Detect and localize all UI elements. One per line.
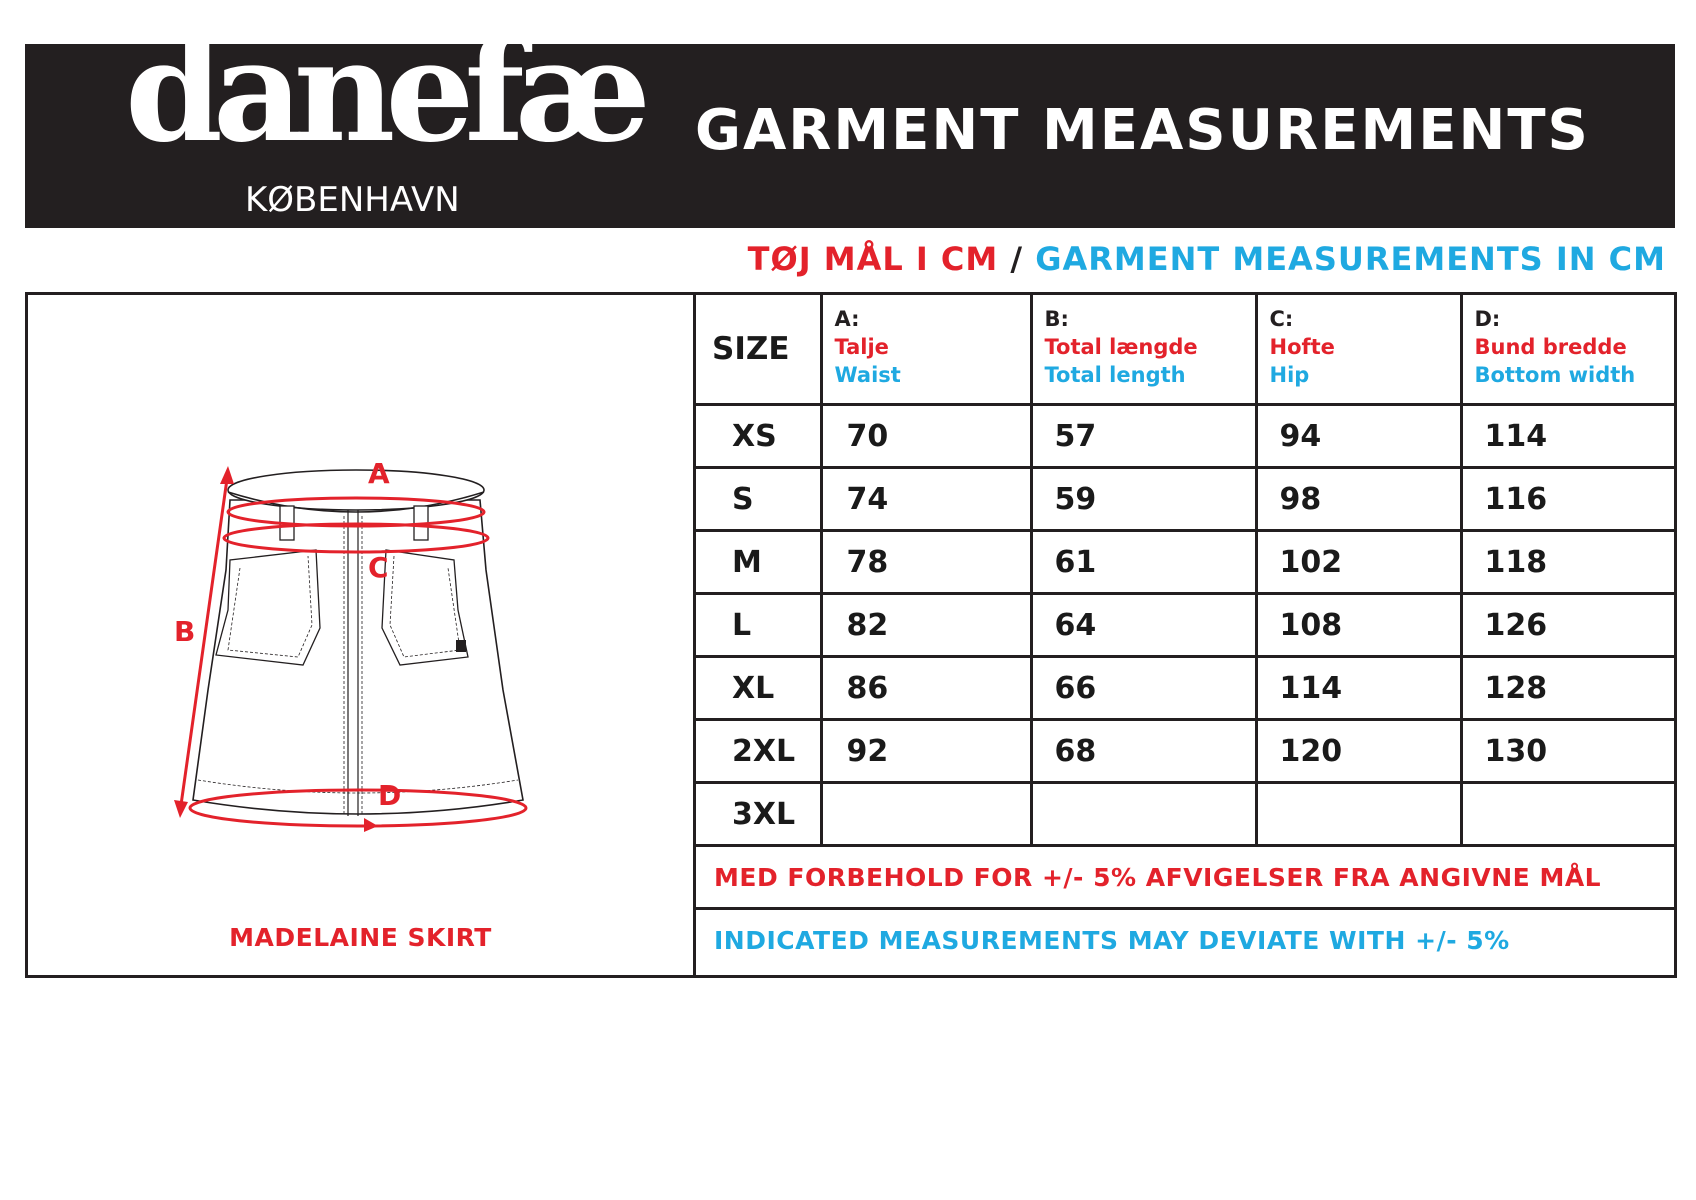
column-code: D: [1474,307,1501,331]
column-header [1256,295,1461,405]
value-cell: 68 [1031,720,1256,783]
column-code: B: [1044,307,1069,331]
value-cell: 94 [1256,405,1461,468]
table-row [696,783,1674,846]
value-cell: 74 [821,468,1031,531]
subtitle-danish: TØJ MÅL I CM [747,240,999,278]
value-cell: 108 [1256,594,1461,657]
table-row [696,405,1674,468]
header-banner [25,10,1675,228]
value-cell: 57 [1031,405,1256,468]
column-english: Hip [1269,363,1310,387]
value-cell: 116 [1461,468,1674,531]
note-row-english [696,909,1674,971]
value-cell: 114 [1461,405,1674,468]
column-english: Bottom width [1474,363,1636,387]
column-header [1461,295,1674,405]
size-cell: S [696,468,821,531]
brand-logo [125,10,642,222]
value-cell: 78 [821,531,1031,594]
subtitle-separator: / [1010,240,1024,278]
value-cell [1461,783,1674,846]
column-code: C: [1269,307,1294,331]
label-d: D [378,779,402,812]
value-cell: 82 [821,594,1031,657]
table-row [696,720,1674,783]
label-c: C [368,551,389,584]
size-cell: 3XL [696,783,821,846]
value-cell: 98 [1256,468,1461,531]
table-row [696,657,1674,720]
size-header: SIZE [696,295,821,405]
measurement-frame [25,292,1677,978]
value-cell: 61 [1031,531,1256,594]
value-cell: 70 [821,405,1031,468]
size-cell: XL [696,657,821,720]
value-cell: 130 [1461,720,1674,783]
table-header-row [696,295,1674,405]
column-header [1031,295,1256,405]
diagram-panel [28,295,696,975]
size-cell: 2XL [696,720,821,783]
table-row [696,594,1674,657]
value-cell: 126 [1461,594,1674,657]
measurements-table [696,295,1674,970]
value-cell: 128 [1461,657,1674,720]
column-danish: Bund bredde [1474,335,1627,359]
column-danish: Hofte [1269,335,1335,359]
column-danish: Talje [834,335,889,359]
value-cell: 120 [1256,720,1461,783]
value-cell: 114 [1256,657,1461,720]
value-cell: 86 [821,657,1031,720]
note-danish: MED FORBEHOLD FOR +/- 5% AFVIGELSER FRA ANGIVNE MÅL [696,846,1674,909]
value-cell [821,783,1031,846]
column-header [821,295,1031,405]
value-cell: 102 [1256,531,1461,594]
label-a: A [368,457,390,490]
value-cell [1031,783,1256,846]
column-english: Waist [834,363,901,387]
column-danish: Total længde [1044,335,1198,359]
brand-wordmark: danefæ [125,10,642,174]
column-code: A: [834,307,860,331]
table-row [696,468,1674,531]
table-row [696,531,1674,594]
label-b: B [174,615,196,648]
garment-name: MADELAINE SKIRT [229,923,492,952]
size-cell: XS [696,405,821,468]
note-english: INDICATED MEASUREMENTS MAY DEVIATE WITH +/- 5% [696,909,1674,971]
skirt-diagram [168,460,548,840]
value-cell: 92 [821,720,1031,783]
brand-city: KØBENHAVN [245,180,460,220]
value-cell: 59 [1031,468,1256,531]
column-english: Total length [1044,363,1186,387]
note-row-danish [696,846,1674,909]
size-cell: M [696,531,821,594]
subtitle-english: GARMENT MEASUREMENTS IN CM [1035,240,1666,278]
value-cell: 118 [1461,531,1674,594]
value-cell [1256,783,1461,846]
value-cell: 66 [1031,657,1256,720]
page-title: GARMENT MEASUREMENTS [695,98,1590,163]
subtitle [748,240,1666,278]
value-cell: 64 [1031,594,1256,657]
size-cell: L [696,594,821,657]
